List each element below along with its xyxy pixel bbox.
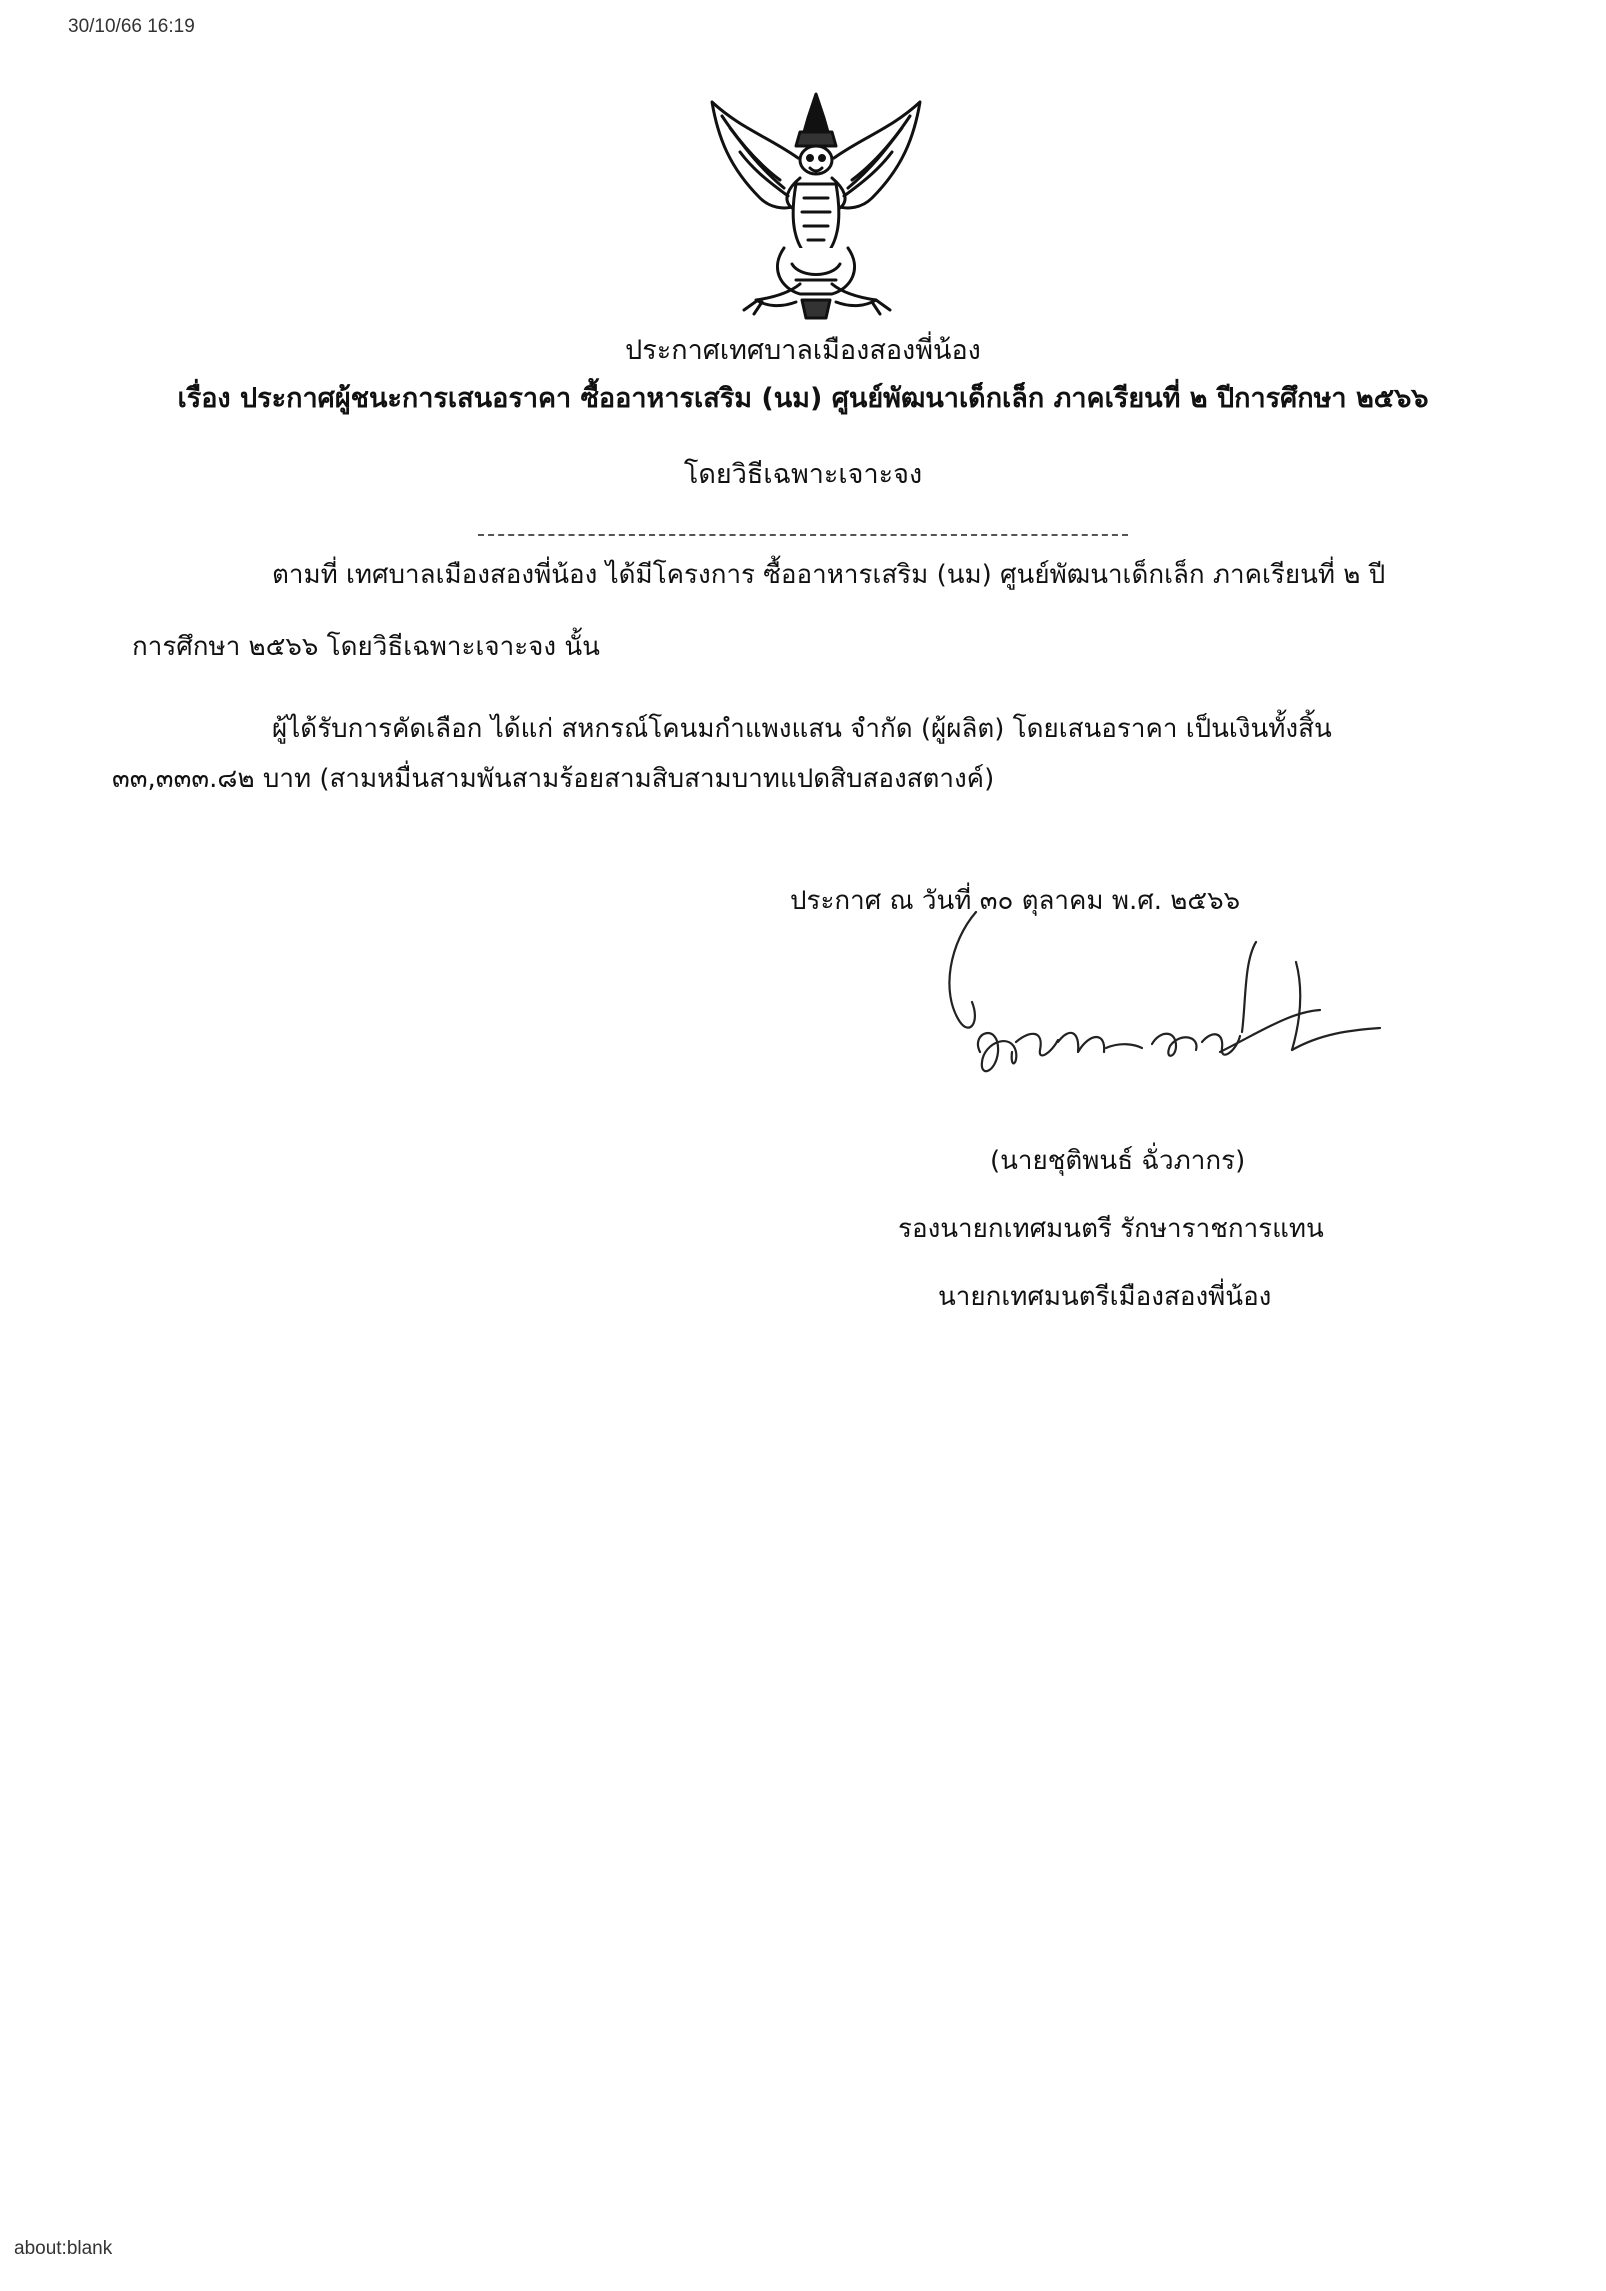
subject-label: เรื่อง <box>177 383 231 414</box>
print-footer-url: about:blank <box>14 2238 113 2259</box>
paragraph2-line1: ผู้ได้รับการคัดเลือก ได้แก่ สหกรณ์โคนมกำแพงแสน จำกัด (ผู้ผลิต) โดยเสนอราคา เป็นเงินทั้งสิ้น <box>272 714 1332 744</box>
signer-name: (นายชุติพนธ์ ฉั่วภากร) <box>990 1146 1246 1176</box>
issuer-title: ประกาศเทศบาลเมืองสองพี่น้อง <box>625 335 981 366</box>
paragraph2-line2: ๓๓,๓๓๓.๘๒ บาท (สามหมื่นสามพันสามร้อยสามสิบสามบาทแปดสิบสองสตางค์) <box>112 764 995 794</box>
paragraph1-line1: ตามที่ เทศบาลเมืองสองพี่น้อง ได้มีโครงการ ซื้ออาหารเสริม (นม) ศูนย์พัฒนาเด็กเล็ก ภาคเรียนที่ ๒ ปี <box>272 560 1386 590</box>
procurement-method: โดยวิธีเฉพาะเจาะจง <box>683 459 923 490</box>
dashed-divider <box>478 534 1128 536</box>
handwritten-signature <box>920 902 1420 1122</box>
signer-position-line2: นายกเทศมนตรีเมืองสองพี่น้อง <box>938 1282 1272 1312</box>
subject-line <box>0 376 1606 419</box>
subject-text: ประกาศผู้ชนะการเสนอราคา ซื้ออาหารเสริม (นม) ศูนย์พัฒนาเด็กเล็ก ภาคเรียนที่ ๒ ปีการศึกษา ๒๕๖๖ <box>240 383 1429 414</box>
signer-position-line1: รองนายกเทศมนตรี รักษาราชการแทน <box>898 1214 1324 1244</box>
paragraph1-line2: การศึกษา ๒๕๖๖ โดยวิธีเฉพาะเจาะจง นั้น <box>132 632 600 662</box>
garuda-emblem-icon <box>700 88 932 320</box>
announcement-date: ประกาศ ณ วันที่ ๓๐ ตุลาคม พ.ศ. ๒๕๖๖ <box>790 886 1241 916</box>
print-timestamp: 30/10/66 16:19 <box>68 16 195 37</box>
